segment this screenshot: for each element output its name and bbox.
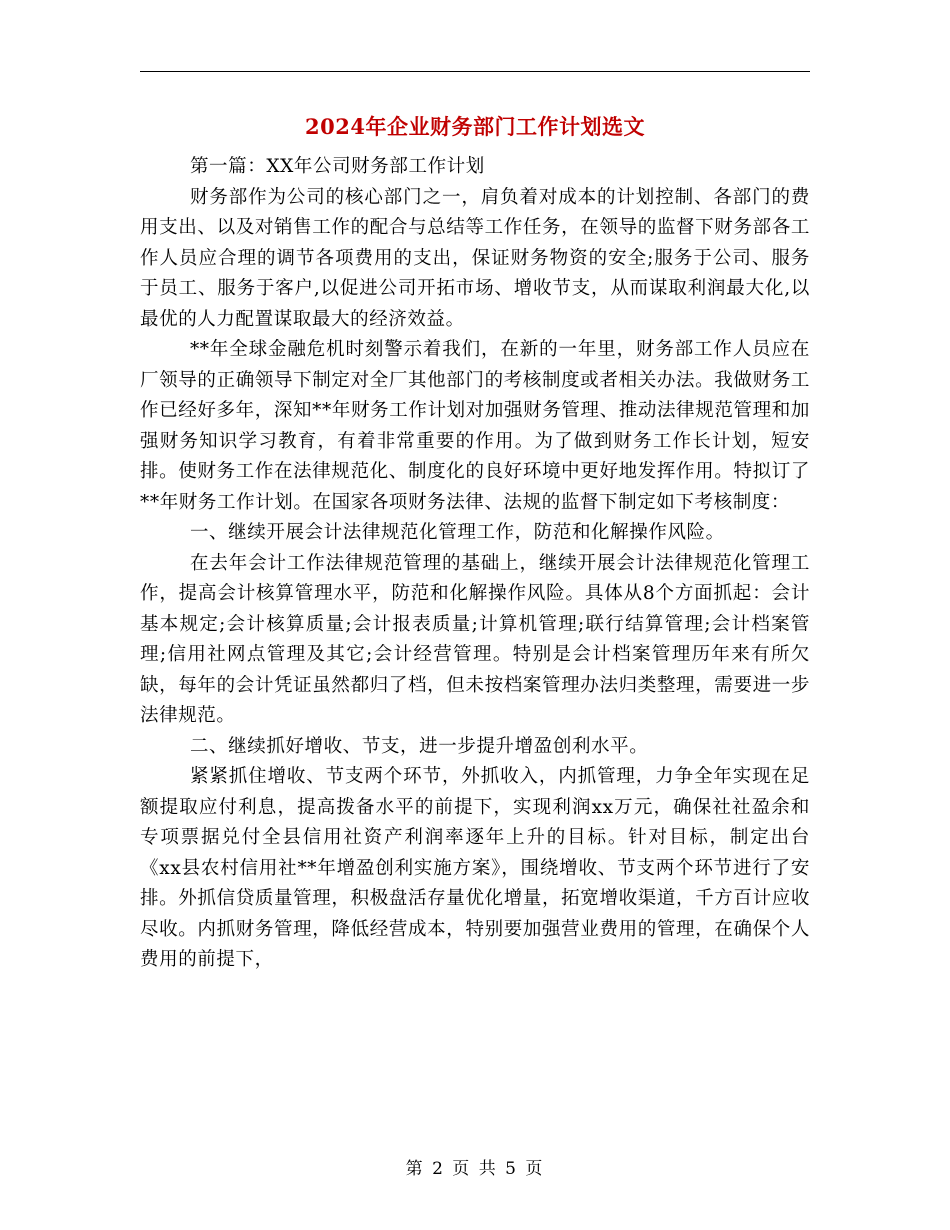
body-paragraph: 财务部作为公司的核心部门之一，肩负着对成本的计划控制、各部门的费用支出、以及对销售工作的配合与总结等工作任务，在领导的监督下财务部各工作人员应合理的调节各项费用的支出，保证财务物资的安全;服务于公司、服务于员工、服务于客户,以促进公司开拓市场、增收节支，从而谋取利润最大化,以最优的人力配置谋取最大的经济效益。 [140,186,810,330]
section-heading: 第一篇：XX年公司财务部工作计划 [189,156,485,177]
body-paragraph: 紧紧抓住增收、节支两个环节，外抓收入，内抓管理，力争全年实现在足额提取应付利息，提高拨备水平的前提下，实现利润xx万元，确保社社盈余和专项票据兑付全县信用社资产利润率逐年上升的目标。针对目标，制定出台《xx县农村信用社**年增盈创利实施方案》，围绕增收、节支两个环节进行了安排。外抓信贷质量管理，积极盘活存量优化增量，拓宽增收渠道，千方百计应收尽收。内抓财务管理，降低经营成本，特别要加强营业费用的管理，在确保个人费用的前提下， [140,766,810,970]
body-paragraph: **年全球金融危机时刻警示着我们，在新的一年里，财务部工作人员应在厂领导的正确领导下制定对全厂其他部门的考核制度或者相关办法。我做财务工作已经好多年，深知**年财务工作计划对加强财务管理、推动法律规范管理和加强财务知识学习教育，有着非常重要的作用。为了做到财务工作长计划，短安排。使财务工作在法律规范化、制度化的良好环境中更好地发挥作用。特拟订了**年财务工作计划。在国家各项财务法律、法规的监督下制定如下考核制度： [140,339,810,513]
document-title: 2024年企业财务部门工作计划选文 [305,114,645,139]
item-heading: 一、继续开展会计法律规范化管理工作，防范和化解操作风险。 [189,522,725,543]
item-heading: 二、继续抓好增收、节支，进一步提升增盈创利水平。 [189,735,649,757]
page-number-footer: 第 2 页 共 5 页 [405,1159,545,1179]
body-paragraph: 在去年会计工作法律规范管理的基础上，继续开展会计法律规范化管理工作，提高会计核算管理水平，防范和化解操作风险。具体从8个方面抓起：会计基本规定;会计核算质量;会计报表质量;计算机管理;联行结算管理;会计档案管理;信用社网点管理及其它;会计经营管理。特别是会计档案管理历年来有所欠缺，每年的会计凭证虽然都归了档，但未按档案管理办法归类整理，需要进一步法律规范。 [140,552,810,726]
document-body [140,152,810,976]
header-rule [140,71,810,72]
